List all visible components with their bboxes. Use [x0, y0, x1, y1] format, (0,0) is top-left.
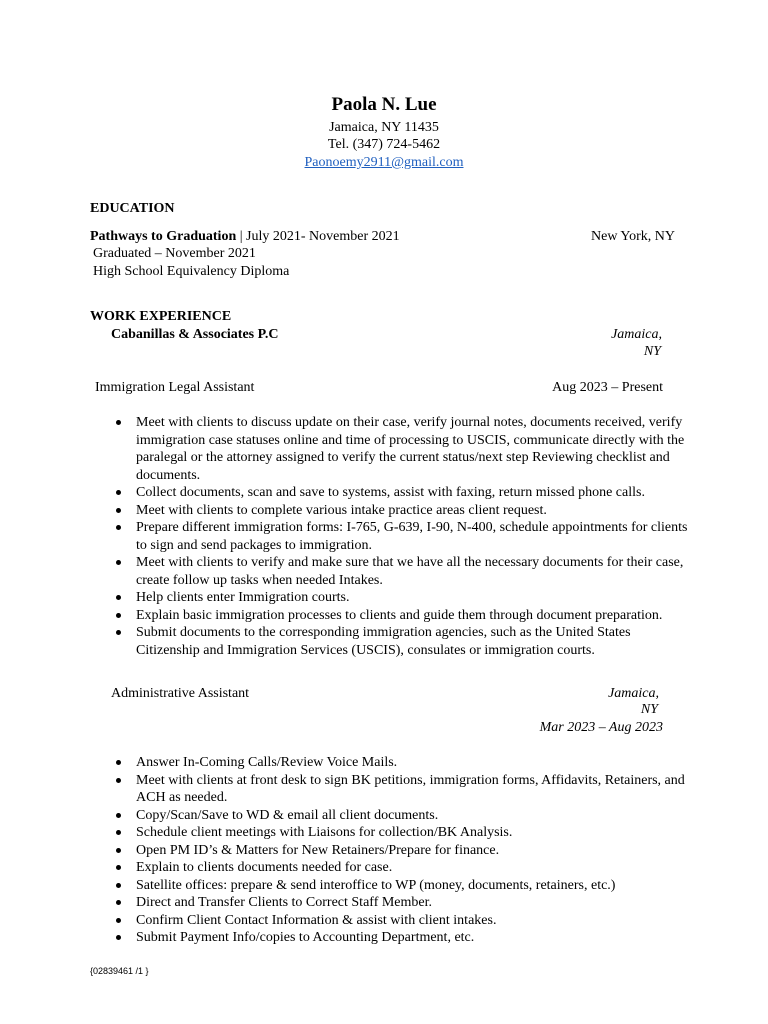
- work-experience-heading: WORK EXPERIENCE: [90, 309, 232, 324]
- list-item: Submit Payment Info/copies to Accounting Department, etc.: [136, 929, 691, 947]
- list-item: Schedule client meetings with Liaisons for collection/BK Analysis.: [136, 824, 691, 842]
- employer-location-line2: NY: [643, 344, 661, 359]
- job2-location-line1: Jamaica,: [608, 686, 659, 701]
- list-item: Prepare different immigration forms: I-765, G-639, I-90, N-400, schedule appointments for clients to sign and send packages to immigration.: [136, 519, 691, 554]
- job2-title: Administrative Assistant: [111, 686, 250, 701]
- list-item: Meet with clients at front desk to sign BK petitions, immigration forms, Affidavits, Retainers, and ACH as needed.: [136, 772, 691, 807]
- list-item: Confirm Client Contact Information & assist with client intakes.: [136, 912, 691, 930]
- list-item: Direct and Transfer Clients to Correct Staff Member.: [136, 894, 691, 912]
- phone: Tel. (347) 724-5462: [327, 137, 441, 152]
- employer-location-line1: Jamaica,: [611, 327, 662, 342]
- job1-title: Immigration Legal Assistant: [95, 380, 255, 395]
- job1-dates: Aug 2023 – Present: [552, 380, 663, 395]
- list-item: Meet with clients to discuss update on their case, verify journal notes, documents received, verify immigration case statuses online and time of processing to USCIS, communicate directly with the paralegal or the attorney assigned to verify the current status/next step Reviewing checklist and documents.: [136, 414, 691, 484]
- employer-name: Cabanillas & Associates P.C: [111, 327, 279, 342]
- job1-duties-list: [136, 414, 691, 659]
- address: Jamaica, NY 11435: [329, 120, 439, 135]
- education-location: New York, NY: [591, 229, 676, 244]
- email-link[interactable]: Paonoemy2911@gmail.com: [304, 155, 464, 170]
- education-heading: EDUCATION: [90, 201, 175, 216]
- resume-name: Paola N. Lue: [331, 94, 437, 115]
- list-item: Copy/Scan/Save to WD & email all client documents.: [136, 807, 691, 825]
- document-id-footer: {02839461 /1 }: [90, 966, 149, 976]
- list-item: Answer In-Coming Calls/Review Voice Mails.: [136, 754, 691, 772]
- list-item: Satellite offices: prepare & send interoffice to WP (money, documents, retainers, etc.): [136, 877, 691, 895]
- list-item: Explain basic immigration processes to clients and guide them through document preparation.: [136, 607, 691, 625]
- education-dates: | July 2021- November 2021: [236, 229, 400, 244]
- list-item: Open PM ID’s & Matters for New Retainers/Prepare for finance.: [136, 842, 691, 860]
- list-item: Collect documents, scan and save to systems, assist with faxing, return missed phone calls.: [136, 484, 691, 502]
- job2-dates: Mar 2023 – Aug 2023: [539, 720, 663, 735]
- school-name: Pathways to Graduation: [90, 229, 237, 244]
- list-item: Submit documents to the corresponding immigration agencies, such as the United States Citizenship and Immigration Services (USCIS), consulates or immigration courts.: [136, 624, 691, 659]
- job2-location-line2: NY: [640, 702, 658, 717]
- list-item: Explain to clients documents needed for case.: [136, 859, 691, 877]
- list-item: Meet with clients to verify and make sure that we have all the necessary documents for their case, create follow up tasks when needed Intakes.: [136, 554, 691, 589]
- list-item: Help clients enter Immigration courts.: [136, 589, 691, 607]
- job2-duties-list: [136, 754, 691, 947]
- graduated-line: Graduated – November 2021: [93, 246, 256, 261]
- diploma-line: High School Equivalency Diploma: [93, 264, 290, 279]
- education-entry: [90, 228, 400, 246]
- list-item: Meet with clients to complete various intake practice areas client request.: [136, 502, 691, 520]
